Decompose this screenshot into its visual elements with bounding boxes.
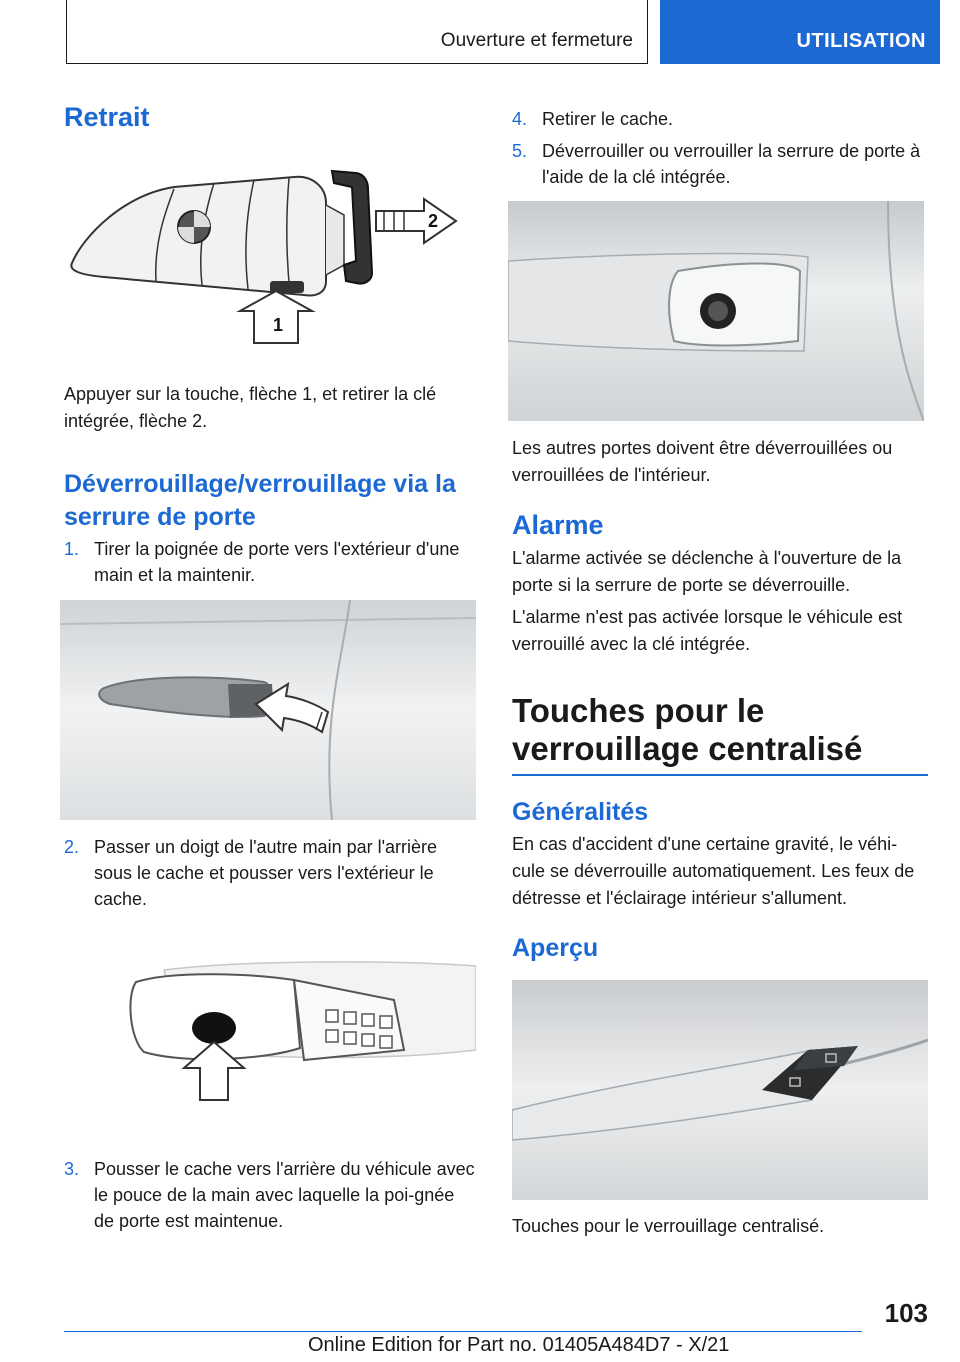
footer-edition: Online Edition for Part no. 01405A484D7 - X/21 <box>308 1334 730 1356</box>
alarme-heading: Alarme <box>512 510 604 540</box>
door-lock-photo <box>508 201 924 421</box>
generalites-paragraph: En cas d'accident d'une certaine gravité, le véhi-cule se déverrouille automatiquement. Les feux de détresse et l'éclairage intérieur s'allument. <box>512 834 915 908</box>
alarme-paragraph-1: L'alarme activée se déclenche à l'ouverture de la porte si la serrure de porte se déverrouille. <box>512 548 902 595</box>
central-locking-buttons-photo <box>512 980 928 1200</box>
retrait-heading: Retrait <box>64 102 150 132</box>
key-removal-illustration <box>64 165 476 360</box>
step-number: 2. <box>64 837 80 857</box>
step-text: Retirer le cache. <box>542 109 674 129</box>
step-number: 5. <box>512 141 528 161</box>
header-section-tab <box>66 0 648 64</box>
step-item <box>64 834 476 914</box>
step-item <box>512 106 928 134</box>
header-chapter-tab <box>660 0 940 64</box>
cache-push-illustration <box>64 930 476 1130</box>
header-section-title: Ouverture et fermeture <box>440 30 633 51</box>
door-handle-pull-photo <box>60 600 476 820</box>
step-text: Passer un doigt de l'autre main par l'arrière sous le cache et pousser vers l'extérieur le cache. <box>94 837 438 909</box>
step-text: Tirer la poignée de porte vers l'extérieur d'une main et la maintenir. <box>94 539 460 585</box>
step-number: 1. <box>64 539 80 559</box>
step-text: Déverrouiller ou verrouiller la serrure de porte à l'aide de la clé intégrée. <box>542 141 921 187</box>
other-doors-text: Les autres portes doivent être déverrouillées ou verrouillées de l'intérieur. <box>512 438 893 485</box>
step-item <box>64 536 476 590</box>
page-number: 103 <box>884 1298 928 1328</box>
alarme-paragraph-2: L'alarme n'est pas activée lorsque le véhicule est verrouillé avec la clé intégrée. <box>512 607 903 654</box>
step-number: 3. <box>64 1159 80 1179</box>
touches-heading: Touches pour le verrouillage centralisé <box>512 692 928 776</box>
step-number: 4. <box>512 109 528 129</box>
deverrouillage-heading: Déverrouillage/verrouillage via la serrure de porte <box>64 470 456 531</box>
callout-2-label: 2 <box>428 211 439 231</box>
footer-divider <box>64 1331 862 1332</box>
callout-1-label: 1 <box>272 315 284 335</box>
step-text: Pousser le cache vers l'arrière du véhicule avec le pouce de la main avec laquelle la poi-gnée de porte est maintenue. <box>94 1159 475 1231</box>
apercu-heading: Aperçu <box>512 934 599 962</box>
apercu-caption: Touches pour le verrouillage centralisé. <box>512 1216 825 1236</box>
header-chapter-title: UTILISATION <box>796 30 926 52</box>
step-item <box>512 138 928 192</box>
step-item <box>64 1156 476 1236</box>
retrait-caption: Appuyer sur la touche, flèche 1, et retirer la clé intégrée, flèche 2. <box>64 384 437 431</box>
generalites-heading: Généralités <box>512 798 649 826</box>
